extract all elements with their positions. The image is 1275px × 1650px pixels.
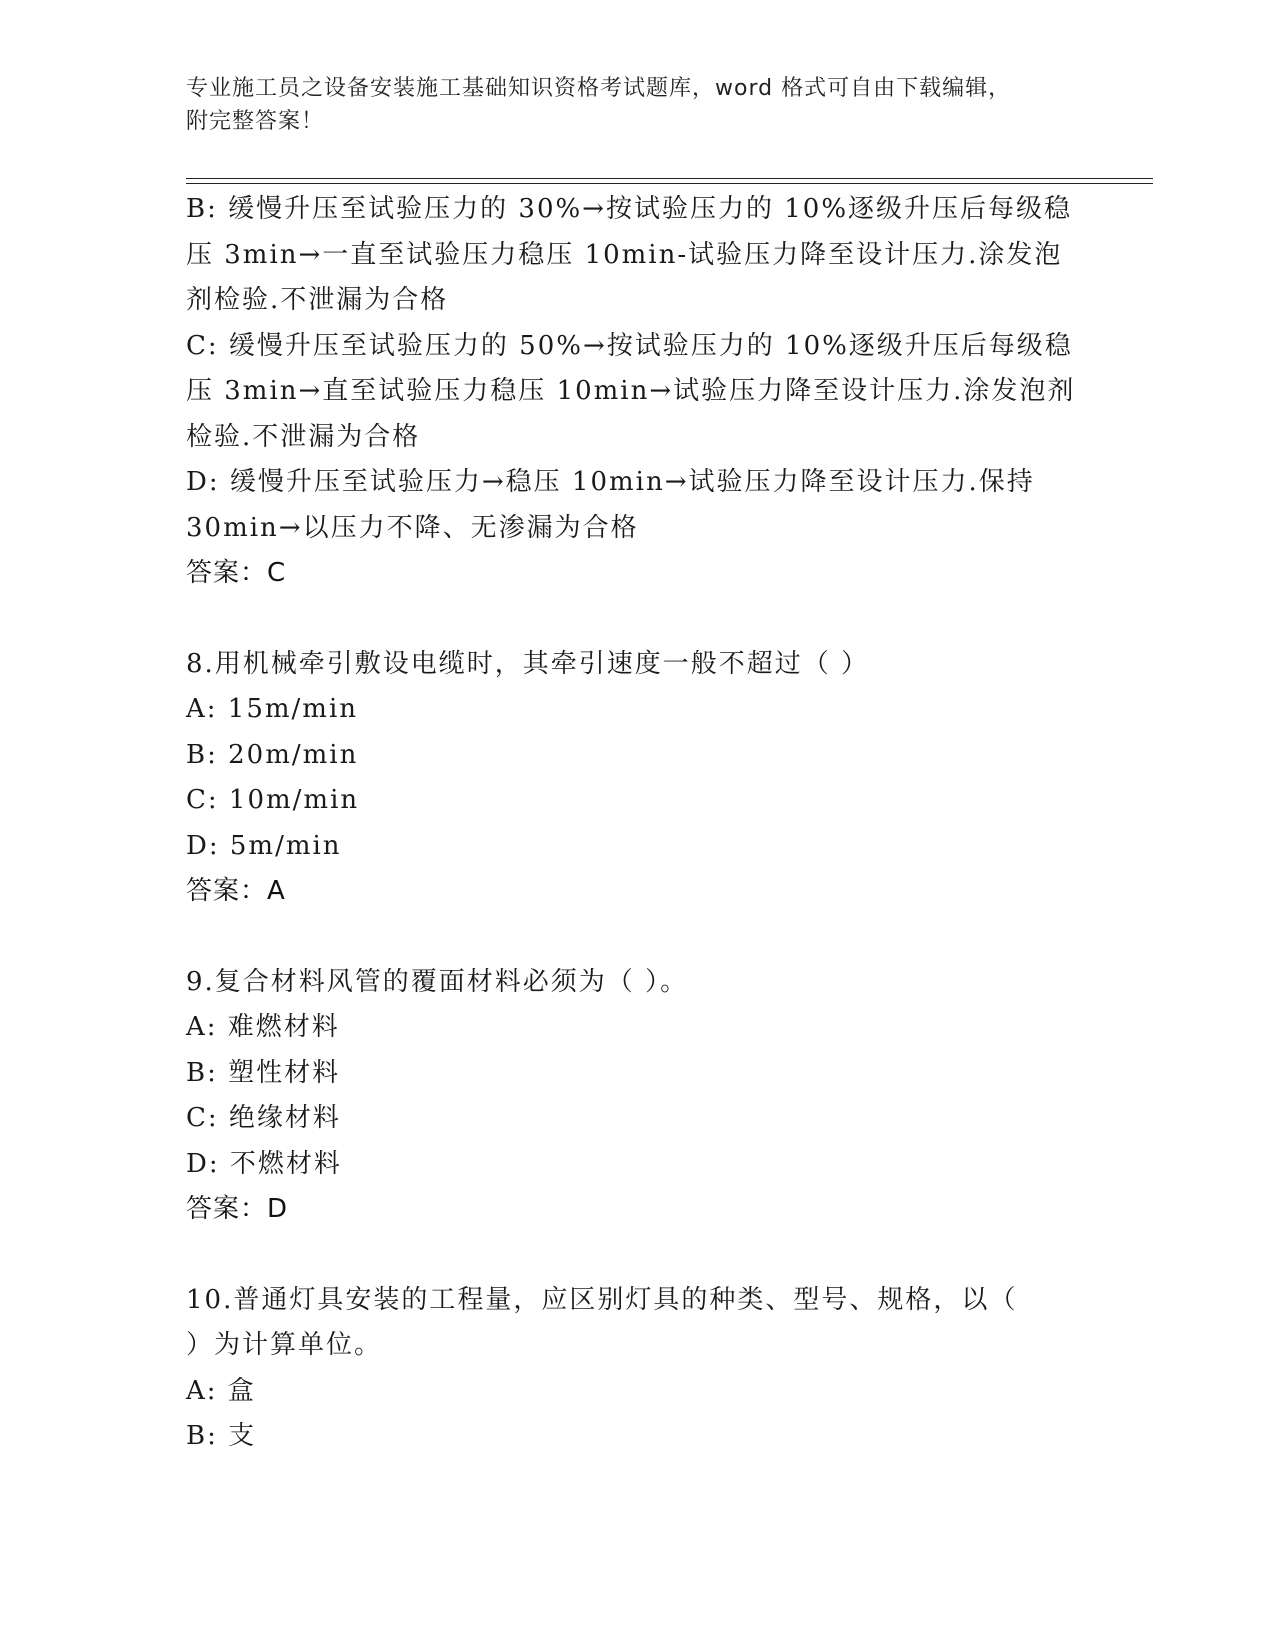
document-header [186,72,1086,138]
q10-option-b: B: 支 [186,1421,257,1451]
spacer [186,915,1086,960]
question-10 [186,1278,1086,1460]
q7-option-d-line-1: D: 缓慢升压至试验压力→稳压 10min→试验压力降至设计压力.保持 [186,467,1035,497]
q9-question: 9.复合材料风管的覆面材料必须为（ ）。 [186,966,689,997]
q7-option-c-line-1: C: 缓慢升压至试验压力的 50%→按试验压力的 10%逐级升压后每级稳 [186,330,1073,361]
q10-option-a: A: 盒 [186,1375,256,1406]
question-8 [186,642,1086,915]
q7-option-b-line-3: 剂检验.不泄漏为合格 [186,285,449,315]
q8-option-d: D: 5m/min [186,830,342,861]
q8-option-a: A: 15m/min [186,694,359,724]
header-rule-top [186,178,1153,179]
spacer [186,1233,1086,1278]
header-rule-bottom [186,183,1153,184]
q9-answer: 答案：D [186,1194,289,1224]
q10-question-line-2: ）为计算单位。 [186,1330,383,1360]
q7-option-b-line-1: B: 缓慢升压至试验压力的 30%→按试验压力的 10%逐级升压后每级稳 [186,194,1073,224]
q9-option-c: C: 绝缘材料 [186,1103,341,1133]
q7-option-c-line-3: 检验.不泄漏为合格 [186,421,421,452]
question-7 [186,187,1086,597]
q9-option-b: B: 塑性材料 [186,1057,341,1088]
q8-option-c: C: 10m/min [186,785,360,815]
q10-question-line-1: 10.普通灯具安装的工程量，应区别灯具的种类、型号、规格，以（ [186,1284,1018,1315]
q7-option-c-line-2: 压 3min→直至试验压力稳压 10min→试验压力降至设计压力.涂发泡剂 [186,376,1076,406]
header-line-2: 附完整答案！ [186,109,325,134]
q9-option-d: D: 不燃材料 [186,1148,342,1179]
q7-option-b-line-2: 压 3min→一直至试验压力稳压 10min-试验压力降至设计压力.涂发泡 [186,239,1063,270]
q8-option-b: B: 20m/min [186,739,359,770]
q9-option-a: A: 难燃材料 [186,1012,340,1042]
q8-question: 8.用机械牵引敷设电缆时，其牵引速度一般不超过（ ） [186,648,870,679]
q7-answer: 答案：C [186,558,287,588]
q8-answer: 答案：A [186,876,286,906]
question-9 [186,960,1086,1233]
header-line-1: 专业施工员之设备安装施工基础知识资格考试题库，word 格式可自由下载编辑， [186,76,1012,101]
q7-option-d-line-2: 30min→以压力不降、无渗漏为合格 [186,512,639,543]
document-body [186,187,1086,1460]
spacer [186,597,1086,642]
